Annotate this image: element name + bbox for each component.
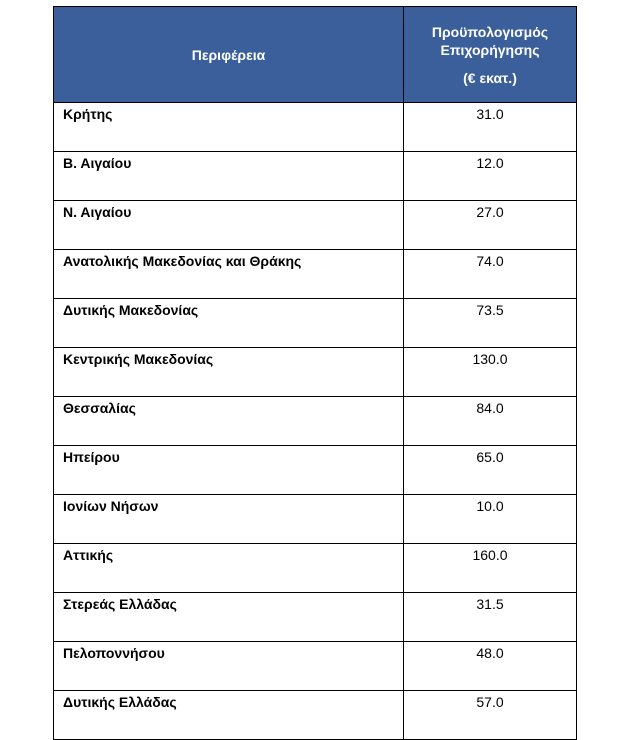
table-row: [54, 544, 577, 593]
amount-cell: 10.0: [404, 495, 577, 544]
amount-cell: 12.0: [404, 152, 577, 201]
region-cell: Αττικής: [54, 544, 404, 593]
table-row: [54, 299, 577, 348]
region-cell: Δυτικής Ελλάδας: [54, 691, 404, 740]
amount-cell: 48.0: [404, 642, 577, 691]
budget-table: [53, 6, 577, 740]
region-cell: Θεσσαλίας: [54, 397, 404, 446]
budget-table-container: [53, 6, 576, 740]
amount-cell: 73.5: [404, 299, 577, 348]
table-row: [54, 691, 577, 740]
table-row: [54, 642, 577, 691]
table-row: [54, 103, 577, 152]
table-row: [54, 201, 577, 250]
table-row: [54, 397, 577, 446]
region-cell: Κρήτης: [54, 103, 404, 152]
table-row: [54, 250, 577, 299]
amount-cell: 130.0: [404, 348, 577, 397]
amount-cell: 57.0: [404, 691, 577, 740]
amount-cell: 160.0: [404, 544, 577, 593]
header-region: Περιφέρεια: [54, 7, 404, 103]
table-row: [54, 446, 577, 495]
amount-cell: 65.0: [404, 446, 577, 495]
region-cell: Δυτικής Μακεδονίας: [54, 299, 404, 348]
amount-cell: 31.5: [404, 593, 577, 642]
amount-cell: 31.0: [404, 103, 577, 152]
header-budget: [404, 7, 577, 103]
region-cell: Ιονίων Νήσων: [54, 495, 404, 544]
table-row: [54, 495, 577, 544]
table-row: [54, 152, 577, 201]
header-budget-line1: Προϋπολογισμός: [431, 23, 549, 40]
table-row: [54, 348, 577, 397]
header-budget-unit: (€ εκατ.): [463, 69, 517, 86]
amount-cell: 27.0: [404, 201, 577, 250]
region-cell: Ν. Αιγαίου: [54, 201, 404, 250]
region-cell: Ηπείρου: [54, 446, 404, 495]
region-cell: Ανατολικής Μακεδονίας και Θράκης: [54, 250, 404, 299]
amount-cell: 74.0: [404, 250, 577, 299]
region-cell: Β. Αιγαίου: [54, 152, 404, 201]
amount-cell: 84.0: [404, 397, 577, 446]
region-cell: Πελοποννήσου: [54, 642, 404, 691]
region-cell: Κεντρικής Μακεδονίας: [54, 348, 404, 397]
region-cell: Στερεάς Ελλάδας: [54, 593, 404, 642]
header-budget-line2: Επιχορήγησης: [440, 41, 540, 58]
table-row: [54, 593, 577, 642]
table-header-row: [54, 7, 577, 103]
